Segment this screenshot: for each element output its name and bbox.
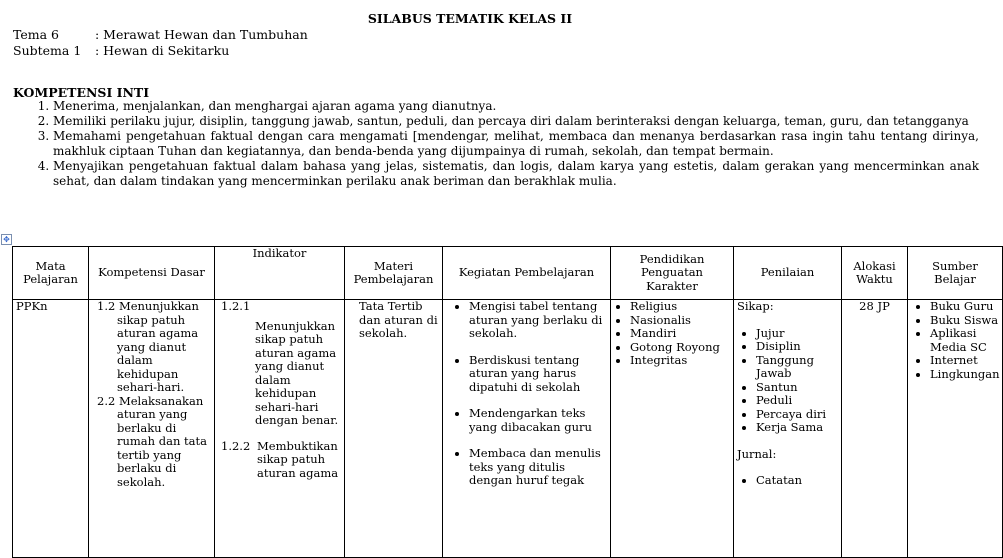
- kegiatan-item: • Mengisi tabel tentang aturan yang berlaku di sekolah.: [469, 300, 607, 341]
- table-move-handle-icon[interactable]: ✥: [1, 234, 12, 245]
- kd-item: 2.2 Melaksanakan aturan yang berlaku di rumah dan tata tertib yang berlaku di sekolah.: [97, 393, 207, 489]
- cell-kegiatan: [443, 300, 611, 558]
- ppk-item: • Mandiri: [630, 327, 730, 341]
- header-materi: Materi Pembelajaran: [345, 247, 443, 300]
- cell-penilaian: [734, 300, 842, 558]
- sumber-item: • Buku Siswa: [930, 314, 999, 328]
- sikap-item: • Santun: [756, 381, 838, 395]
- sikap-item: • Peduli: [756, 394, 838, 408]
- header-alokasi: Alokasi Waktu: [842, 247, 908, 300]
- subtema-label: Subtema 1: [13, 43, 82, 58]
- header-kegiatan: Kegiatan Pembelajaran: [443, 247, 611, 300]
- jurnal-label: Jurnal:: [737, 446, 777, 461]
- sikap-item: • Percaya diri: [756, 408, 838, 422]
- sumber-item: • Lingkungan: [930, 368, 999, 382]
- sikap-label: Sikap:: [737, 299, 774, 313]
- indikator-num: 1.2.1: [221, 299, 251, 313]
- ki-item: 1. Menerima, menjalankan, dan menghargai ajaran agama yang dianutnya.: [53, 99, 979, 114]
- header-indikator: Indikator: [215, 247, 345, 300]
- ppk-item: • Nasionalis: [630, 314, 730, 328]
- ki-item: 2. Memiliki perilaku jujur, disiplin, tanggung jawab, santun, peduli, dan percaya diri dalam berinteraksi dengan keluarga, teman, guru, dan tetangganya: [53, 114, 979, 129]
- tema-value: : Merawat Hewan dan Tumbuhan: [95, 27, 308, 42]
- indikator-text: Membuktikan sikap patuh aturan agama: [257, 438, 339, 480]
- tema-line: [13, 27, 308, 42]
- sikap-item: • Disiplin: [756, 340, 838, 354]
- cell-sumber: [908, 300, 1003, 558]
- cell-mapel: PPKn: [13, 300, 89, 558]
- silabus-table: [12, 246, 1003, 558]
- kompetensi-inti-heading: KOMPETENSI INTI: [13, 85, 150, 100]
- kompetensi-inti-list: [13, 99, 979, 189]
- indikator-text: Menunjukkan sikap patuh aturan agama yang dianut dalam kehidupan sehari-hari dengan benar.: [255, 318, 339, 427]
- ppk-item: • Religius: [630, 300, 730, 314]
- indikator-item: [221, 440, 341, 481]
- sikap-list: [737, 327, 838, 435]
- sumber-item: • Aplikasi Media SC: [930, 327, 999, 354]
- indikator-num: 1.2.2: [221, 438, 251, 453]
- subtema-value: : Hewan di Sekitarku: [95, 43, 230, 58]
- tema-label: Tema 6: [13, 27, 59, 42]
- sikap-item: • Jujur: [756, 327, 838, 341]
- kd-item: 1.2 Menunjukkan sikap patuh aturan agama yang dianut dalam kehidupan sehari-hari.: [97, 299, 199, 394]
- ppk-item: • Integritas: [630, 354, 730, 368]
- document-title: SILABUS TEMATIK KELAS II: [367, 11, 573, 26]
- ki-item: 3. Memahami pengetahuan faktual dengan cara mengamati [mendengar, melihat, membaca dan menanya berdasarkan rasa ingin tahu tentang dirinya, makhluk ciptaan Tuhan dan kegiatannya, dan benda-benda yang dijumpainya di rumah, sekolah, dan tempat bermain.: [53, 129, 979, 159]
- ppk-item: • Gotong Royong: [630, 341, 730, 355]
- cell-alokasi: 28 JP: [842, 300, 908, 558]
- sikap-item: • Tanggung Jawab: [756, 354, 838, 381]
- sumber-list: [916, 300, 999, 381]
- header-sumber: Sumber Belajar: [908, 247, 1003, 300]
- kegiatan-item: • Berdiskusi tentang aturan yang harus dipatuhi di sekolah: [469, 354, 607, 395]
- jurnal-list: [737, 474, 838, 488]
- kegiatan-item: • Membaca dan menulis teks yang ditulis dengan huruf tegak: [469, 447, 607, 488]
- header-penilaian: Penilaian: [734, 247, 842, 300]
- jurnal-item: • Catatan: [756, 474, 838, 488]
- sikap-item: • Kerja Sama: [756, 421, 838, 435]
- cell-materi: Tata Tertib dan aturan di sekolah.: [345, 300, 443, 558]
- kegiatan-item: • Mendengarkan teks yang dibacakan guru: [469, 407, 607, 434]
- cell-ppk: [611, 300, 734, 558]
- subtema-line: [13, 43, 229, 58]
- ki-item: 4. Menyajikan pengetahuan faktual dalam bahasa yang jelas, sistematis, dan logis, dalam karya yang estetis, dalam gerakan yang mencerminkan anak sehat, dan dalam tindakan yang mencerminkan perilaku anak beriman dan berakhlak mulia.: [53, 159, 979, 189]
- kegiatan-list: [453, 300, 607, 488]
- header-kd: Kompetensi Dasar: [89, 247, 215, 300]
- header-ppk: Pendidikan Penguatan Karakter: [611, 247, 734, 300]
- cell-indikator: [215, 300, 345, 558]
- cell-kd: [89, 300, 215, 558]
- header-mapel: Mata Pelajaran: [13, 247, 89, 300]
- sumber-item: • Internet: [930, 354, 999, 368]
- sumber-item: • Buku Guru: [930, 300, 999, 314]
- ppk-list: [614, 300, 730, 368]
